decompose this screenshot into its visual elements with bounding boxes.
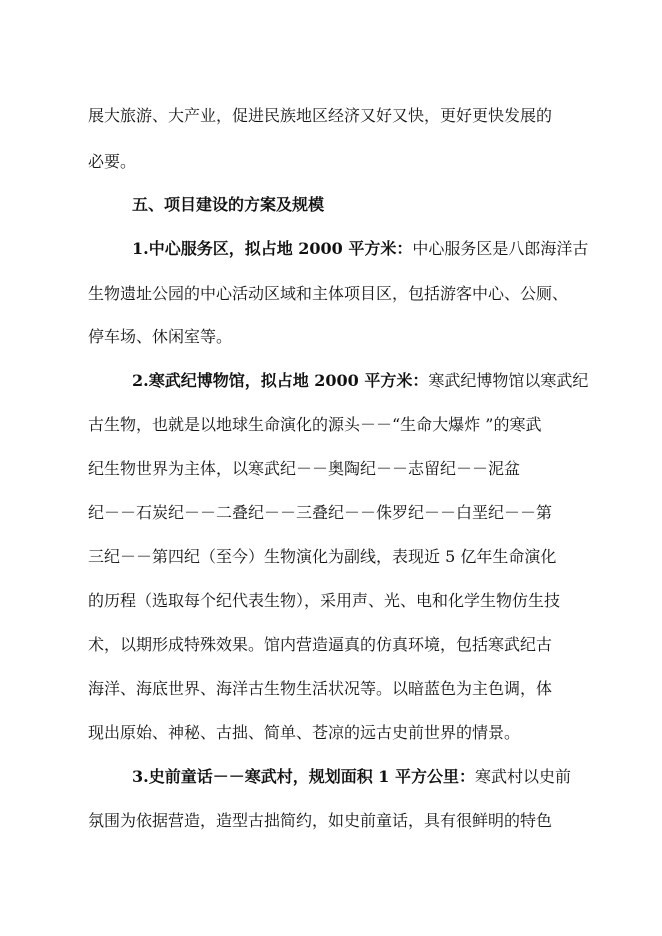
intro-text-2: 必要。 — [88, 152, 137, 171]
intro-line-1 — [88, 106, 552, 126]
item2-text-9: 现出原始、神秘、古拙、简单、苍凉的远古史前世界的情景。 — [88, 723, 521, 742]
item2-text-1: 寒武纪博物馆以寒武纪 — [428, 371, 589, 390]
item3-text-2: 氛围为依据营造，造型古拙简约，如史前童话，具有很鲜明的特色 — [88, 811, 553, 830]
item3-line-2 — [88, 811, 552, 831]
item2-line-6 — [88, 591, 560, 611]
item2-text-3: 纪生物世界为主体，以寒武纪－－奥陶纪－－志留纪－－泥盆 — [88, 459, 521, 478]
item2-text-4: 纪－－石炭纪－－二叠纪－－三叠纪－－侏罗纪－－白垩纪－－第 — [88, 503, 553, 522]
item3-text-1: 寒武村以史前 — [474, 767, 571, 786]
item2-text-7: 术，以期形成特殊效果。馆内营造逼真的仿真环境，包括寒武纪古 — [88, 635, 553, 654]
section-heading — [132, 195, 324, 215]
item2-line-7 — [88, 635, 552, 655]
item2-text-8: 海洋、海底世界、海洋古生物生活状况等。以暗蓝色为主色调，体 — [88, 679, 553, 698]
item2-line-9 — [88, 723, 520, 743]
item3-title: 3.史前童话－－寒武村，规划面积 1 平方公里： — [132, 767, 475, 786]
item2-text-2: 古生物，也就是以地球生命演化的源头－－“生命大爆炸 ”的寒武 — [88, 415, 542, 434]
item2-line-2 — [88, 415, 541, 435]
item2-line-3 — [88, 459, 520, 479]
item2-line-4 — [88, 503, 552, 523]
intro-line-2 — [88, 152, 136, 172]
item1-text-2: 生物遗址公园的中心活动区域和主体项目区，包括游客中心、公厕、 — [88, 284, 569, 303]
item1-text-1: 中心服务区是八郎海洋古 — [412, 239, 589, 258]
section-heading-text: 五、项目建设的方案及规模 — [132, 195, 325, 214]
item1-text-3: 停车场、休闲室等。 — [88, 327, 233, 346]
item3-line-1 — [132, 767, 571, 787]
item2-line-1 — [132, 371, 588, 391]
item2-text-6: 的历程（选取每个纪代表生物），采用声、光、电和化学生物仿生技 — [88, 591, 561, 610]
item2-line-5 — [88, 547, 556, 567]
item1-title: 1.中心服务区，拟占地 2000 平方米： — [132, 239, 413, 258]
item2-line-8 — [88, 679, 552, 699]
intro-text-1: 展大旅游、大产业，促进民族地区经济又好又快，更好更快发展的 — [88, 106, 553, 125]
item2-title: 2.寒武纪博物馆，拟占地 2000 平方米： — [132, 371, 429, 390]
item1-line-2 — [88, 284, 568, 304]
item1-line-3 — [88, 327, 232, 347]
item1-line-1 — [132, 239, 588, 259]
item2-text-5: 三纪－－第四纪（至今）生物演化为副线，表现近 5 亿年生命演化 — [88, 547, 557, 566]
